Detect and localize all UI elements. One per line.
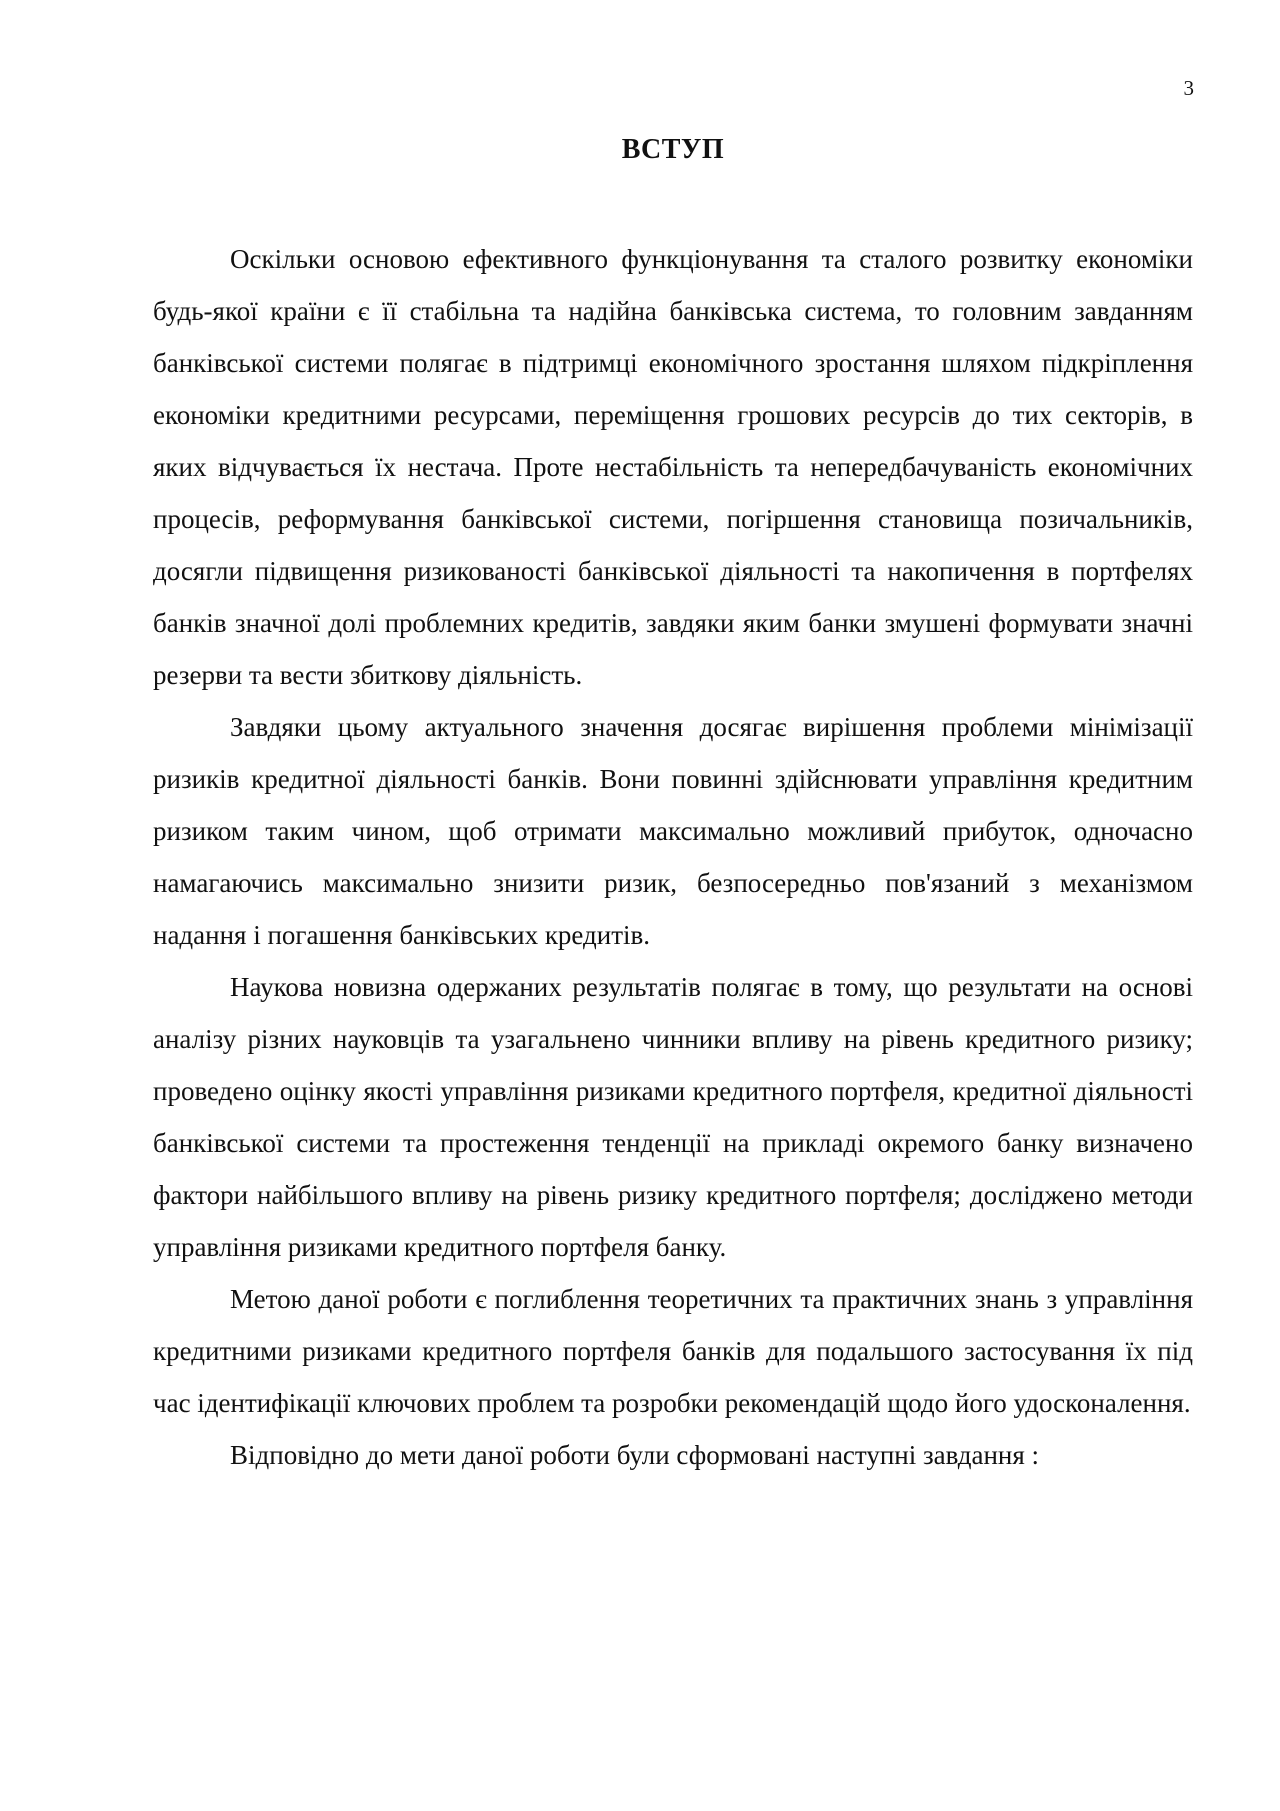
paragraph-tasks: Відповідно до мети даної роботи були сформовані наступні завдання : bbox=[230, 1440, 1040, 1470]
paragraph-relevance: Завдяки цьому актуального значення досягає вирішення проблеми мінімізації ризиків кредитної діяльності банків. Вони повинні здійснювати управління кредитним ризиком таким чином, щоб отримати максимально можливий прибуток, одночасно намагаючись максимально знизити ризик, безпосередньо пов'язаний з механізмом надання і погашення банківських кредитів. bbox=[153, 712, 1193, 950]
document-body bbox=[153, 233, 1193, 1481]
page-title: ВСТУП bbox=[621, 134, 725, 165]
paragraph-intro: Оскільки основою ефективного функціонування та сталого розвитку економіки будь-якої країни є її стабільна та надійна банківська система, то головним завданням банківської системи полягає в підтримці економічного зростання шляхом підкріплення економіки кредитними ресурсами, переміщення грошових ресурсів до тих секторів, в яких відчувається їх нестача. Проте нестабільність та непередбачуваність економічних процесів, реформування банківської системи, погіршення становища позичальників, досягли підвищення ризикованості банківської діяльності та накопичення в портфелях банків значної долі проблемних кредитів, завдяки яким банки змушені формувати значні резерви та вести збиткову діяльність. bbox=[153, 244, 1193, 690]
paragraph-novelty: Наукова новизна одержаних результатів полягає в тому, що результати на основі аналізу різних науковців та узагальнено чинники впливу на рівень кредитного ризику; проведено оцінку якості управління ризиками кредитного портфеля, кредитної діяльності банківської системи та простеження тенденції на прикладі окремого банку визначено фактори найбільшого впливу на рівень ризику кредитного портфеля; досліджено методи управління ризиками кредитного портфеля банку. bbox=[153, 972, 1193, 1262]
paragraph-goal: Метою даної роботи є поглиблення теоретичних та практичних знань з управління кредитними ризиками кредитного портфеля банків для подальшого застосування їх під час ідентифікації ключових проблем та розробки рекомендацій щодо його удосконалення. bbox=[153, 1284, 1193, 1418]
page-number: 3 bbox=[1183, 76, 1194, 100]
